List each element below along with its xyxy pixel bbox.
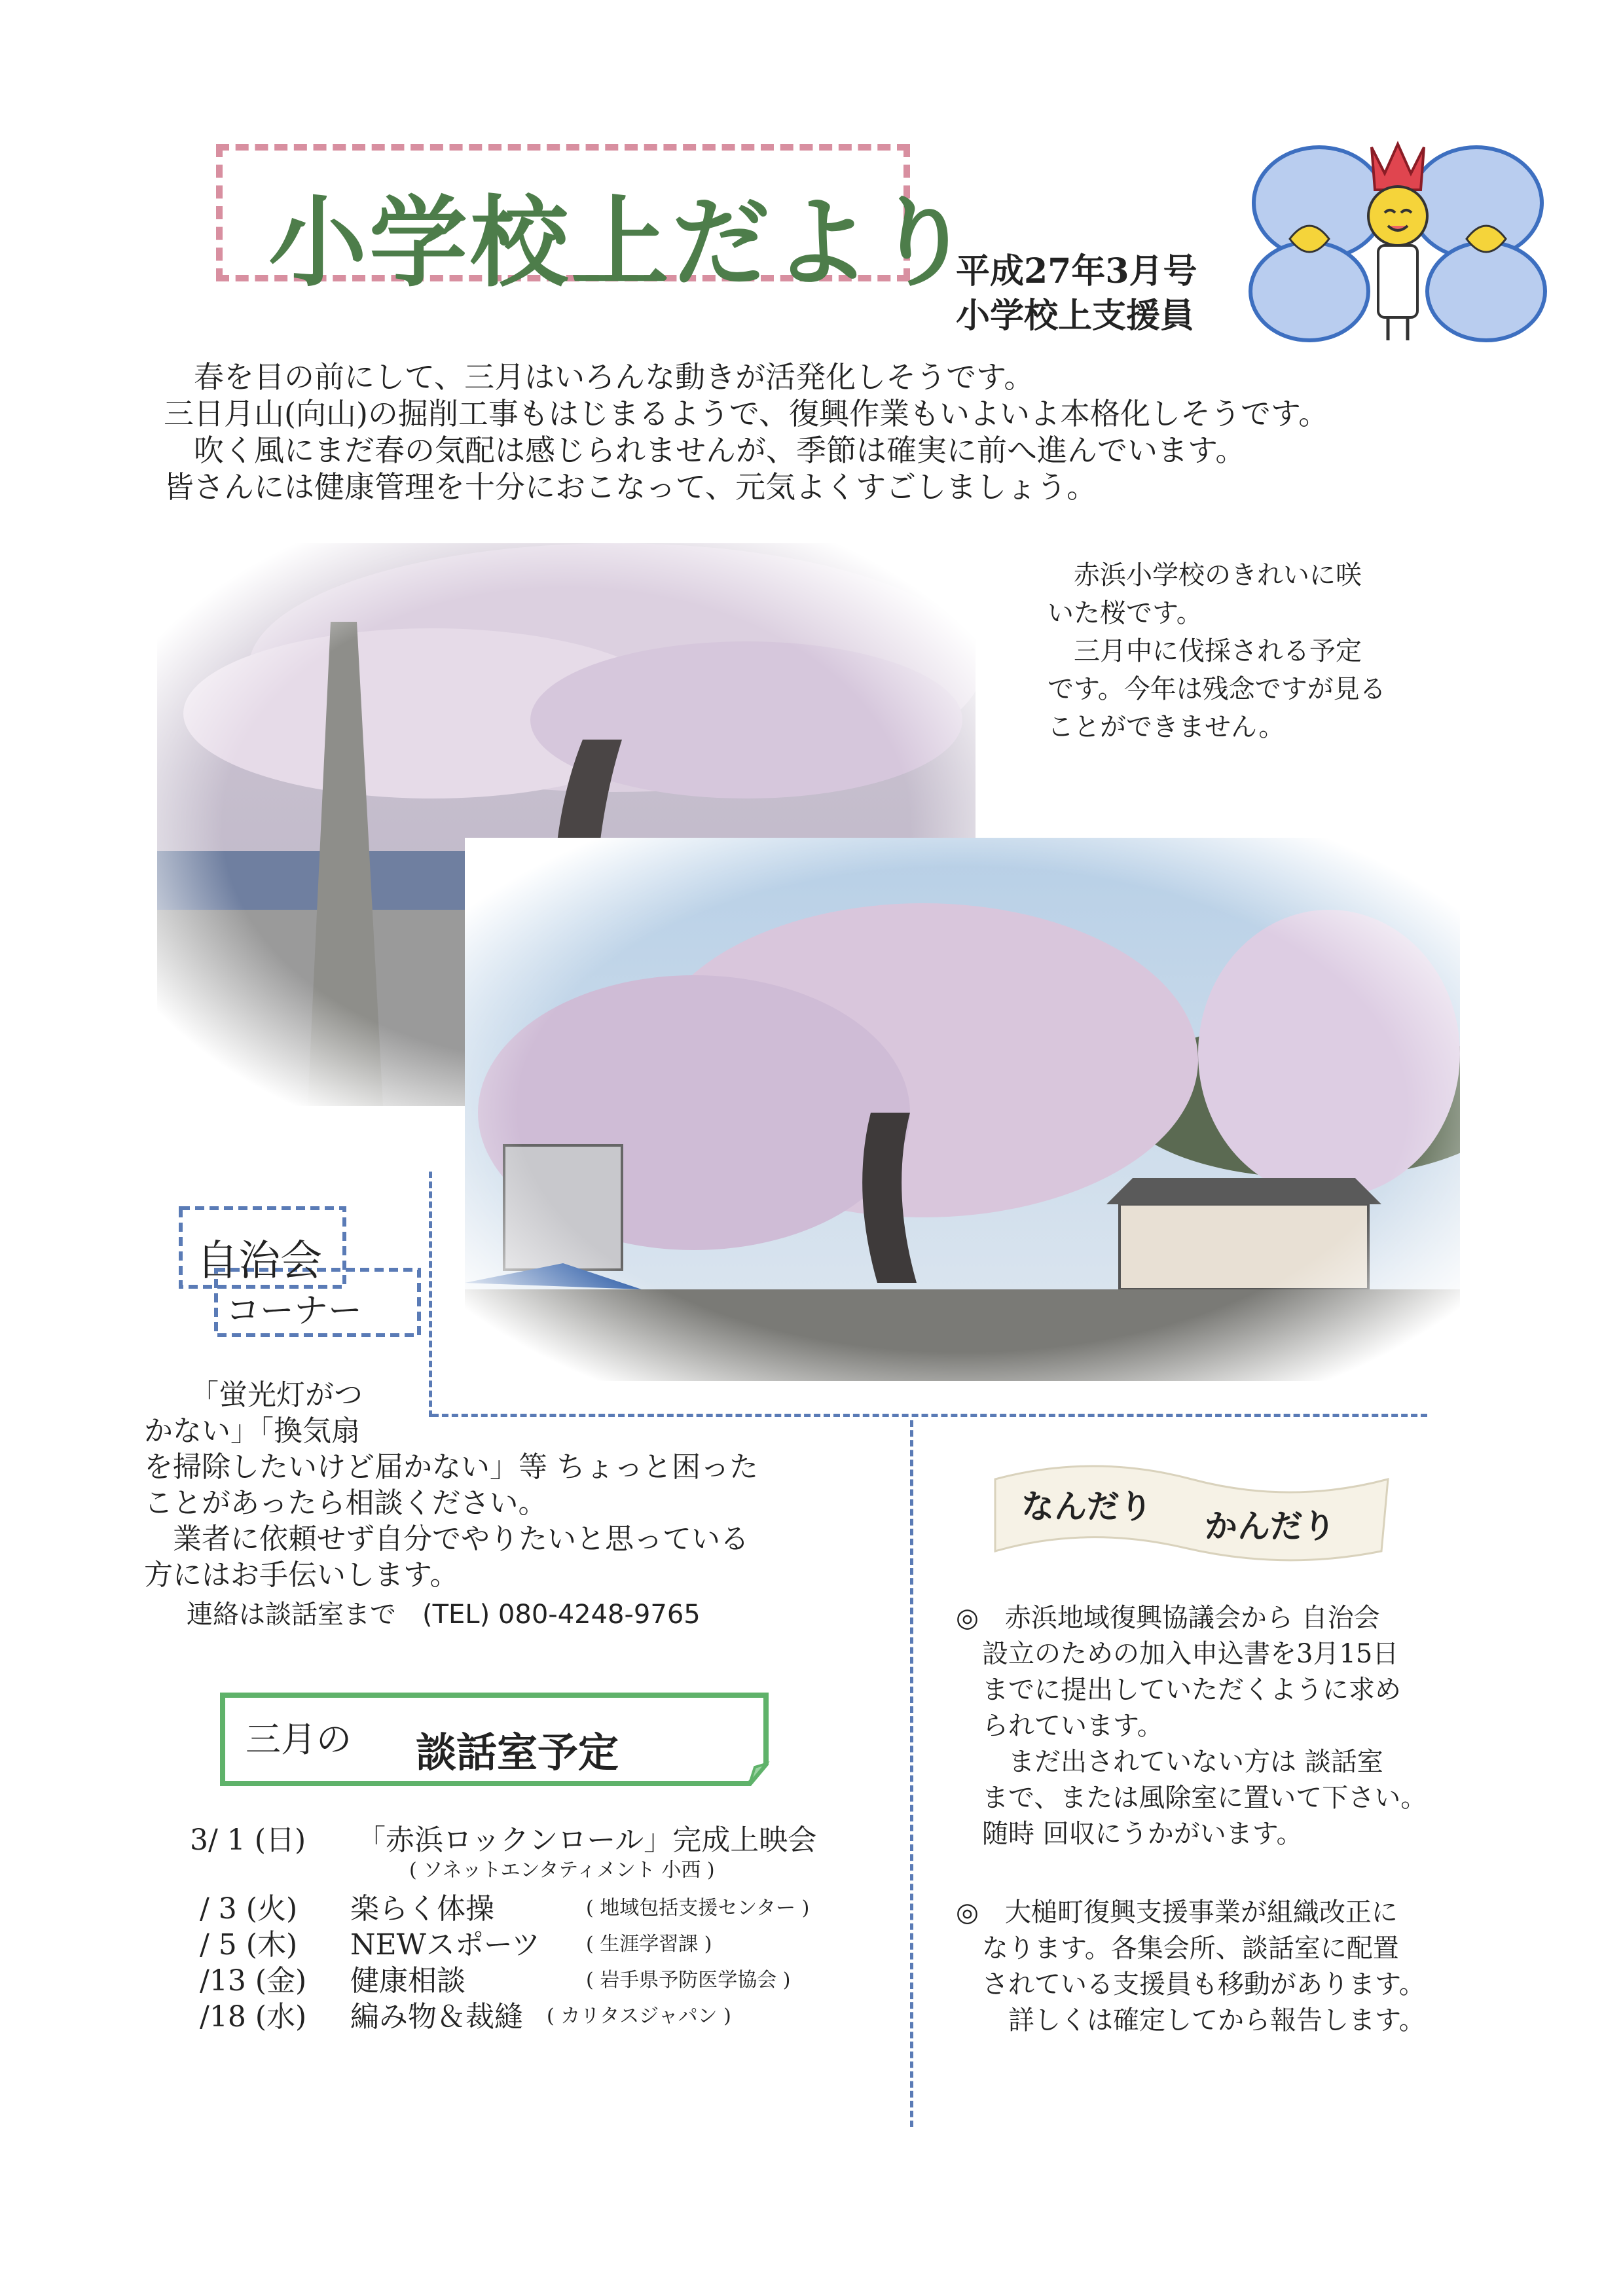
caption-line: ことができません。 <box>1048 712 1285 742</box>
caption-line: 三月中に伐採される予定 <box>1048 636 1362 666</box>
notice-1-line: ◎ 赤浜地域復興協議会から 自治会 <box>956 1603 1380 1633</box>
schedule-date: /18 (水) <box>200 2000 307 2034</box>
intro-line-1: 春を目の前にして、三月はいろんな動きが活発化しそうです。 <box>164 359 1034 395</box>
jichikai-line: かない」「換気扇 <box>144 1414 360 1448</box>
tulip-bee-mascot-icon <box>1244 124 1552 367</box>
schedule-event: 楽らく体操 <box>350 1892 494 1926</box>
schedule-event: NEWスポーツ <box>350 1928 541 1962</box>
jichikai-title: 自治会 <box>196 1237 322 1285</box>
schedule-organizer: ( 地域包括支援センター ) <box>586 1897 810 1920</box>
schedule-organizer: ( カリタスジャパン ) <box>547 2005 731 2028</box>
notice-1-line: までに提出していただくように求め <box>956 1675 1401 1705</box>
intro-line-3: 吹く風にまだ春の気配は感じられませんが、季節は確実に前へ進んでいます。 <box>164 433 1246 468</box>
notice-2-line: ◎ 大槌町復興支援事業が組織改正に <box>956 1897 1398 1928</box>
schedule-date: / 3 (火) <box>200 1892 298 1926</box>
caption-line: いた桜です。 <box>1048 598 1203 628</box>
intro-line-2: 三日月山(向山)の掘削工事もはじまるようで、復興作業もいよいよ本格化しそうです。 <box>164 396 1329 431</box>
jichikai-line: を掃除したいけど届かない」等 ちょっと困った <box>144 1450 758 1484</box>
notice-2-line: なります。各集会所、談話室に配置 <box>956 1933 1399 1964</box>
notice-2-line: 詳しくは確定してから報告します。 <box>956 2005 1425 2036</box>
kandari-label: かんだり <box>1205 1507 1336 1545</box>
schedule-event: 健康相談 <box>350 1964 465 1998</box>
nandari-label: なんだり <box>1021 1488 1152 1526</box>
jichikai-line: 業者に依頼せず自分でやりたいと思っている <box>144 1522 749 1556</box>
newsletter-title: 小学校上だより <box>268 187 975 300</box>
photo-caption <box>1048 556 1453 746</box>
schedule-event: 「赤浜ロックンロール」完成上映会 <box>357 1823 817 1857</box>
notice-1-line: まで、または風除室に置いて下さい。 <box>956 1783 1427 1813</box>
cherry-tree-photo-2 <box>465 838 1460 1381</box>
notice-1-line: 随時 回収にうかがいます。 <box>956 1819 1303 1849</box>
corner-divider-vertical <box>429 1172 432 1417</box>
jichikai-line: 「蛍光灯がつ <box>190 1378 363 1412</box>
schedule-organizer: ( 生涯学習課 ) <box>586 1933 712 1956</box>
schedule-date: 3/ 1 (日) <box>190 1823 306 1857</box>
caption-line: 赤浜小学校のきれいに咲 <box>1048 560 1362 590</box>
notice-1-line: られています。 <box>956 1711 1163 1741</box>
schedule-month: 三月の <box>246 1719 352 1760</box>
intro-line-4: 皆さんには健康管理を十分におこなって、元気よくすごしましょう。 <box>164 469 1097 505</box>
schedule-organizer: ( ソネットエンタティメント 小西 ) <box>409 1859 715 1882</box>
jichikai-subtitle: コーナー <box>226 1291 363 1331</box>
schedule-organizer: ( 岩手県予防医学協会 ) <box>586 1969 791 1992</box>
jichikai-line: ことがあったら相談ください。 <box>144 1486 547 1520</box>
schedule-date: / 5 (木) <box>200 1928 298 1962</box>
issuer: 小学校上支援員 <box>956 296 1195 336</box>
notice-2-line: されている支援員も移動があります。 <box>956 1969 1425 2000</box>
section-divider-horizontal <box>432 1414 1427 1417</box>
contact-line: 連絡は談話室まで (TEL) 080-4248-9765 <box>187 1600 701 1630</box>
jichikai-line: 方にはお手伝いします。 <box>144 1558 459 1592</box>
schedule-event: 編み物＆裁縫 <box>350 2000 523 2034</box>
notice-1-line: 設立のための加入申込書を3月15日 <box>956 1639 1399 1669</box>
notice-1-line: まだ出されていない方は 談話室 <box>956 1747 1383 1777</box>
caption-line: です。今年は残念ですが見る <box>1048 674 1386 704</box>
issue-date: 平成27年3月号 <box>956 251 1197 291</box>
schedule-title: 談話室予定 <box>416 1729 619 1776</box>
schedule-date: /13 (金) <box>200 1964 307 1998</box>
column-divider-vertical <box>910 1420 913 2127</box>
